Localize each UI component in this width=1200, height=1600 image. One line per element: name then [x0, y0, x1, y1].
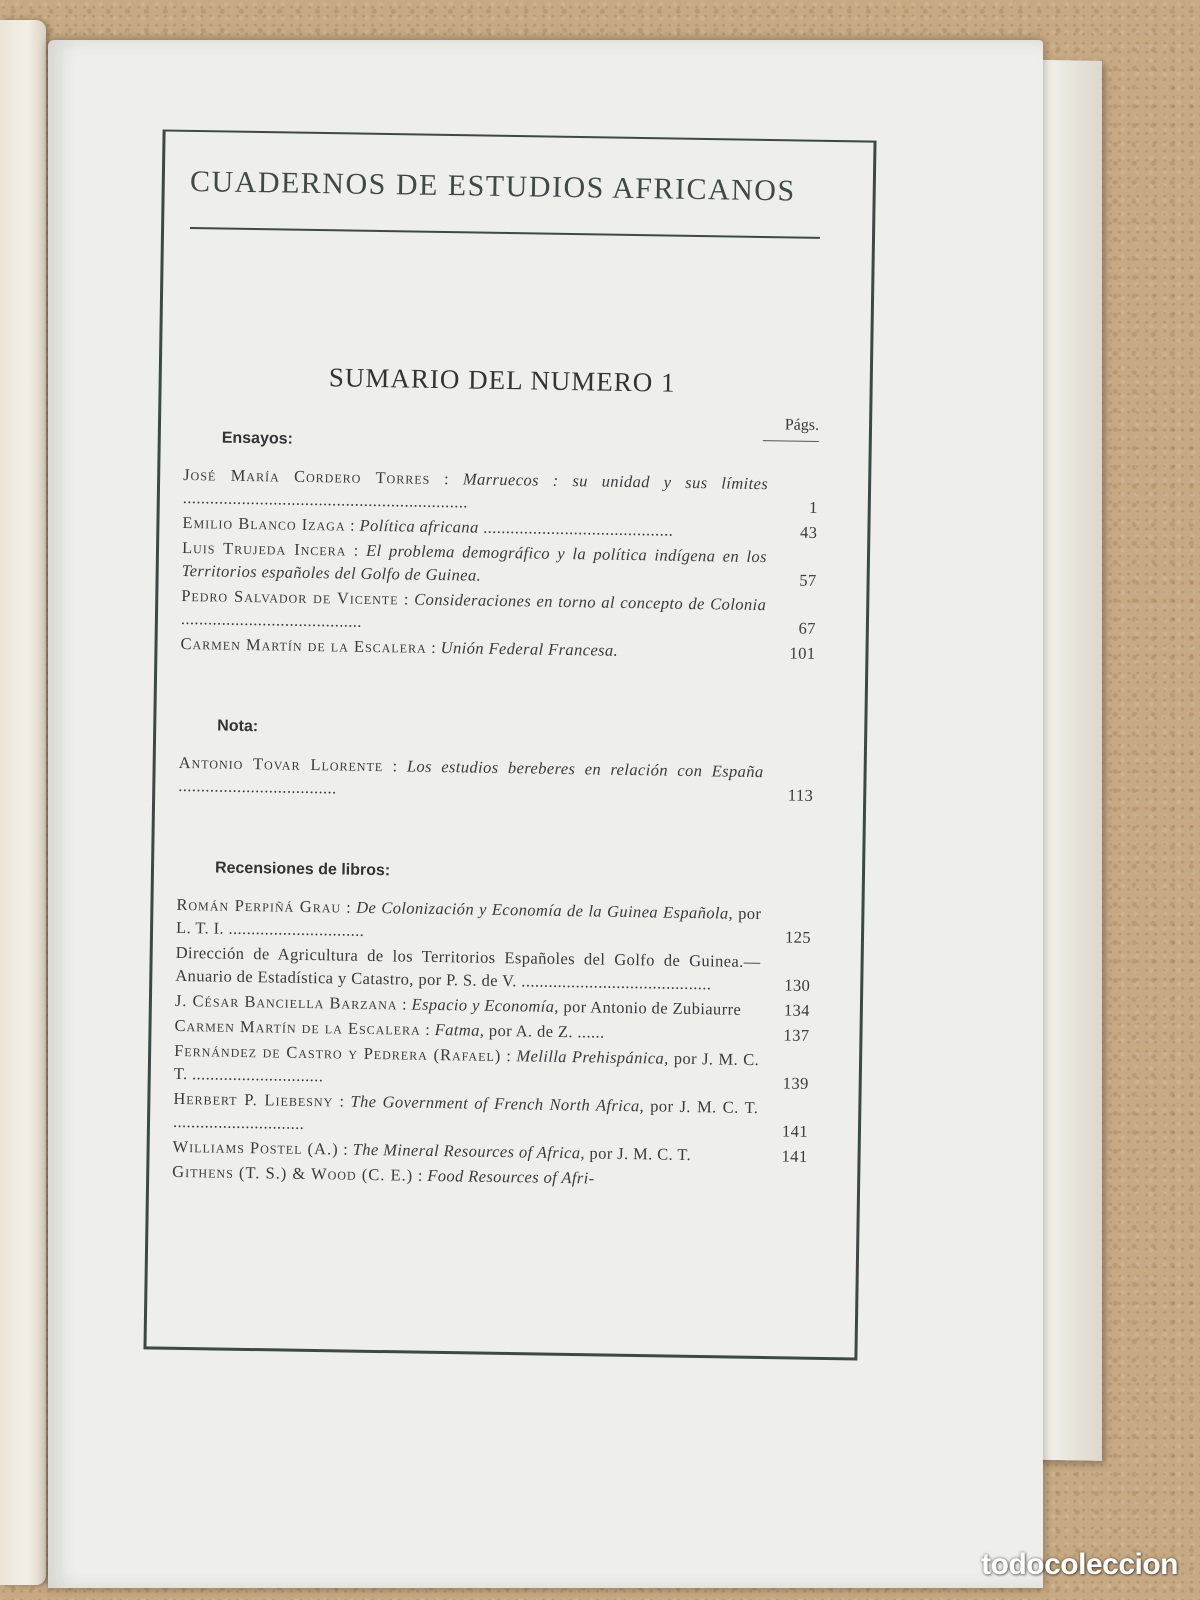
toc-work-title: De Colonización y Economía de la Guinea Española, — [356, 897, 734, 923]
toc-author: Carmen Martín de la Escalera — [180, 633, 427, 657]
toc-page-number: 43 — [799, 522, 818, 542]
toc-page-number: 139 — [782, 1073, 809, 1093]
toc-work-title: Fatma, — [434, 1020, 485, 1040]
table-of-contents — [172, 360, 820, 1195]
toc-entry — [173, 1087, 809, 1143]
left-page-edge — [0, 20, 46, 1585]
toc-entry-text — [175, 941, 771, 996]
toc-work-title: Consideraciones en torno al concepto de Colonia — [414, 589, 767, 615]
toc-separator: : — [340, 897, 357, 917]
toc-page-number: 1 — [808, 497, 818, 517]
toc-separator: : — [345, 515, 360, 535]
toc-page-number: 134 — [783, 1000, 811, 1020]
toc-separator: : — [346, 540, 367, 560]
toc-detail: Dirección de Agricultura de los Territorios Españoles del Golfo de Guinea.—Anuario de Estadística y Catastro, por P. S. de V. .......................................... — [175, 942, 761, 994]
toc-work-title: The Mineral Resources of Africa, — [352, 1139, 586, 1163]
toc-entry — [174, 1039, 810, 1095]
toc-separator: : — [398, 589, 415, 609]
watermark-logo: todocoleccion — [981, 1548, 1178, 1581]
toc-author: Fernández de Castro y Pedrera (Rafael) — [174, 1040, 502, 1066]
toc-separator: : — [430, 468, 464, 489]
toc-author: Román Perpiñá Grau — [176, 894, 342, 917]
toc-entry-text — [176, 893, 772, 948]
journal-title: CUADERNOS DE ESTUDIOS AFRICANOS — [189, 165, 796, 208]
toc-entry-text — [174, 1039, 770, 1094]
toc-entry — [181, 584, 817, 640]
toc-work-title: El problema demográfico y la política indígena en los Territorios españoles del Golfo de Guinea. — [181, 540, 768, 585]
toc-work-title: Espacio y Economía, — [411, 994, 560, 1016]
toc-detail: por Antonio de Zubiaurre — [558, 996, 742, 1019]
toc-work-title: Marruecos : su unidad y sus límites — [462, 469, 769, 494]
toc-page-number — [767, 1192, 807, 1193]
toc-separator: : — [420, 1019, 435, 1040]
toc-page-number: 137 — [783, 1025, 810, 1045]
toc-detail: .......................................... — [478, 517, 674, 540]
toc-detail: ........................................ — [180, 608, 363, 631]
toc-author: Pedro Salvador de Vicente — [181, 585, 399, 609]
toc-separator: : — [383, 756, 408, 776]
toc-separator: : — [413, 1165, 428, 1185]
toc-author: Herbert P. Liebesny — [173, 1088, 334, 1111]
toc-detail: por J. M. C. T. ............................. — [173, 1048, 760, 1086]
toc-page-number: 57 — [799, 570, 817, 590]
sumario-heading: SUMARIO DEL NUMERO 1 — [328, 362, 676, 398]
toc-entry — [182, 536, 818, 592]
toc-separator: : — [333, 1091, 351, 1111]
toc-entry-text — [181, 584, 777, 639]
pags-label: Págs. — [763, 416, 819, 442]
section-label-ensayos: Ensayos: — [221, 429, 294, 448]
toc-entry-text — [178, 751, 774, 806]
entries-recensiones — [172, 893, 811, 1193]
toc-author: Antonio Tovar Llorente — [178, 752, 384, 776]
toc-author: Carmen Martín de la Escalera — [174, 1015, 421, 1039]
toc-work-title: Food Resources of Afri- — [427, 1165, 595, 1188]
toc-detail: por L. T. I. .............................. — [175, 903, 762, 940]
toc-detail: por J. M. C. T. — [584, 1143, 692, 1165]
toc-work-title: Política africana — [359, 515, 479, 537]
toc-work-title: Melilla Prehispánica, — [516, 1046, 669, 1068]
toc-author: J. César Banciella Barzana — [174, 990, 398, 1014]
toc-author: Emilio Blanco Izaga — [182, 512, 346, 535]
toc-author: José María Cordero Torres — [183, 464, 431, 488]
toc-entry-text — [173, 1087, 769, 1142]
toc-page-number: 67 — [798, 618, 817, 638]
toc-page-number: 113 — [787, 785, 814, 805]
toc-author: Luis Trujeda Incera — [181, 537, 347, 560]
toc-separator: : — [397, 994, 412, 1014]
toc-author: Williams Postel (A.) — [172, 1136, 339, 1159]
toc-work-title: The Government of French North Africa, — [350, 1091, 645, 1116]
toc-separator: : — [426, 637, 441, 658]
toc-page-number: 141 — [781, 1146, 808, 1166]
toc-entry — [175, 941, 811, 997]
toc-separator: : — [501, 1046, 517, 1066]
toc-separator: : — [338, 1139, 353, 1159]
section-label-nota: Nota: — [217, 717, 259, 736]
toc-entry-text — [183, 463, 779, 518]
toc-work-title: Los estudios bereberes en relación con España — [406, 756, 764, 782]
toc-page-number: 130 — [784, 975, 811, 995]
toc-detail: ............................................................... — [182, 487, 469, 512]
toc-page-number: 141 — [781, 1121, 809, 1141]
toc-detail: por A. de Z. ...... — [484, 1020, 605, 1042]
section-label-recensiones: Recensiones de libros: — [214, 859, 391, 880]
toc-page-number: 101 — [789, 643, 816, 663]
toc-entry-text — [182, 536, 778, 591]
toc-page-number: 125 — [784, 927, 812, 947]
toc-detail: por J. M. C. T. ............................. — [172, 1096, 759, 1133]
toc-detail: ................................... — [178, 775, 337, 798]
entries-ensayos — [180, 463, 818, 665]
toc-author: Githens (T. S.) & Wood (C. E.) — [172, 1161, 414, 1185]
toc-work-title: Unión Federal Francesa. — [440, 638, 619, 660]
